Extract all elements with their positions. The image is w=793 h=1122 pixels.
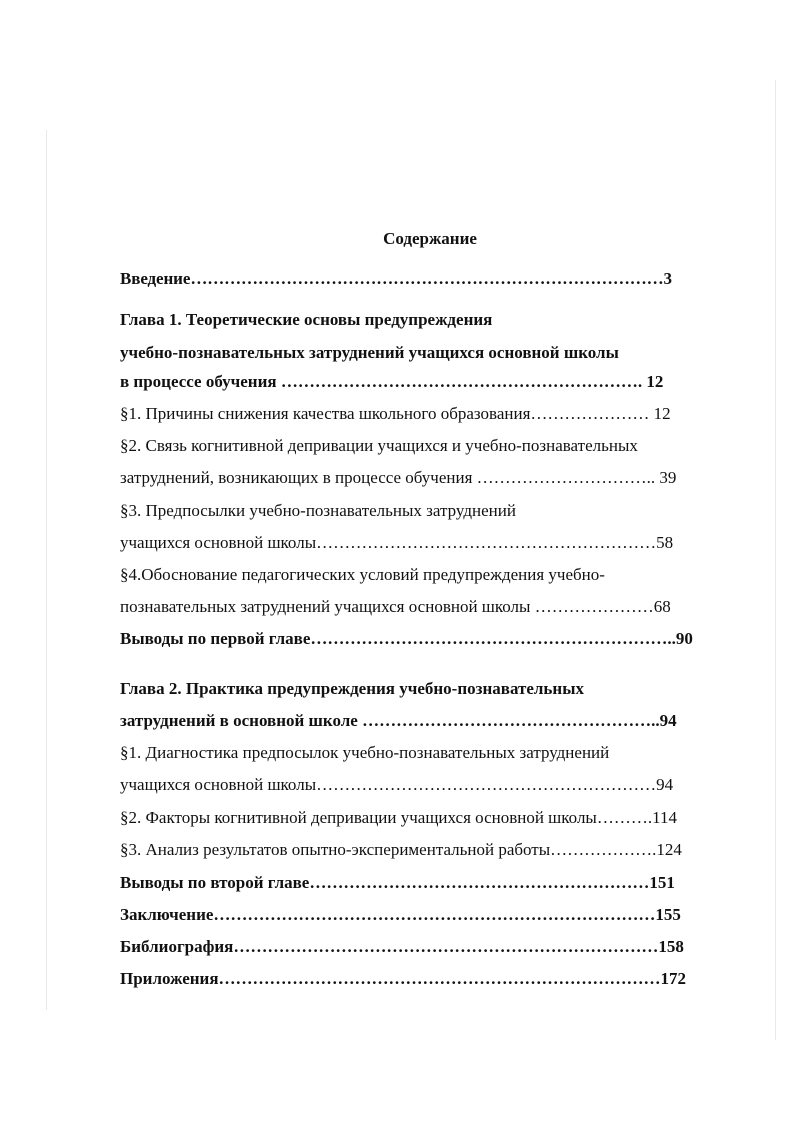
toc-section-2-1: §1. Диагностика предпосылок учебно-познавательных затруднений <box>120 743 610 762</box>
toc-section-2-3: §3. Анализ результатов опытно-экспериментальной работы……………….124 <box>120 840 682 859</box>
toc-section-1-4: §4.Обоснование педагогических условий предупреждения учебно- <box>120 565 605 584</box>
toc-section-1-2: §2. Связь когнитивной депривации учащихся и учебно-познавательных <box>120 436 638 455</box>
scan-edge-left <box>46 130 47 1010</box>
toc-chapter-1-heading <box>120 371 663 393</box>
toc-section-1-2: затруднений, возникающих в процессе обучения ………………………….. 39 <box>120 468 677 487</box>
scan-edge-right <box>775 80 776 1040</box>
toc-chapter-1-heading-tail: в процессе обучения ………………………………………………………. 12 <box>120 372 664 391</box>
toc-chapter-1-heading: учебно-познавательных затруднений учащихся основной школы <box>120 343 619 362</box>
toc-entry-introduction: Введение…………………………………………………………………………3 <box>120 269 672 288</box>
toc-entry-conclusion: Заключение……………………………………………………………………155 <box>120 905 681 924</box>
toc-chapter-1-conclusions: Выводы по первой главе………………………………………………………..90 <box>120 629 693 648</box>
toc-section-2-2: §2. Факторы когнитивной депривации учащихся основной школы……….114 <box>120 808 677 827</box>
toc-section-1-4: познавательных затруднений учащихся основной школы …………………68 <box>120 597 671 616</box>
toc-chapter-2-heading: затруднений в основной школе ……………………………………………..94 <box>120 711 677 730</box>
toc-entry-bibliography: Библиография…………………………………………………………………158 <box>120 937 684 956</box>
toc-chapter-2-conclusions: Выводы по второй главе……………………………………………………151 <box>120 873 675 892</box>
toc-section-1-1: §1. Причины снижения качества школьного образования………………… 12 <box>120 404 671 423</box>
toc-section-2-1: учащихся основной школы……………………………………………………94 <box>120 775 674 794</box>
toc-chapter-2-heading: Глава 2. Практика предупреждения учебно-познавательных <box>120 679 584 698</box>
toc-entry-appendices: Приложения……………………………………………………………………172 <box>120 969 687 988</box>
toc-title: Содержание <box>383 229 477 248</box>
toc-chapter-1-heading: Глава 1. Теоретические основы предупреждения <box>120 310 493 329</box>
toc-section-1-3: §3. Предпосылки учебно-познавательных затруднений <box>120 501 516 520</box>
toc-section-1-3: учащихся основной школы……………………………………………………58 <box>120 533 674 552</box>
